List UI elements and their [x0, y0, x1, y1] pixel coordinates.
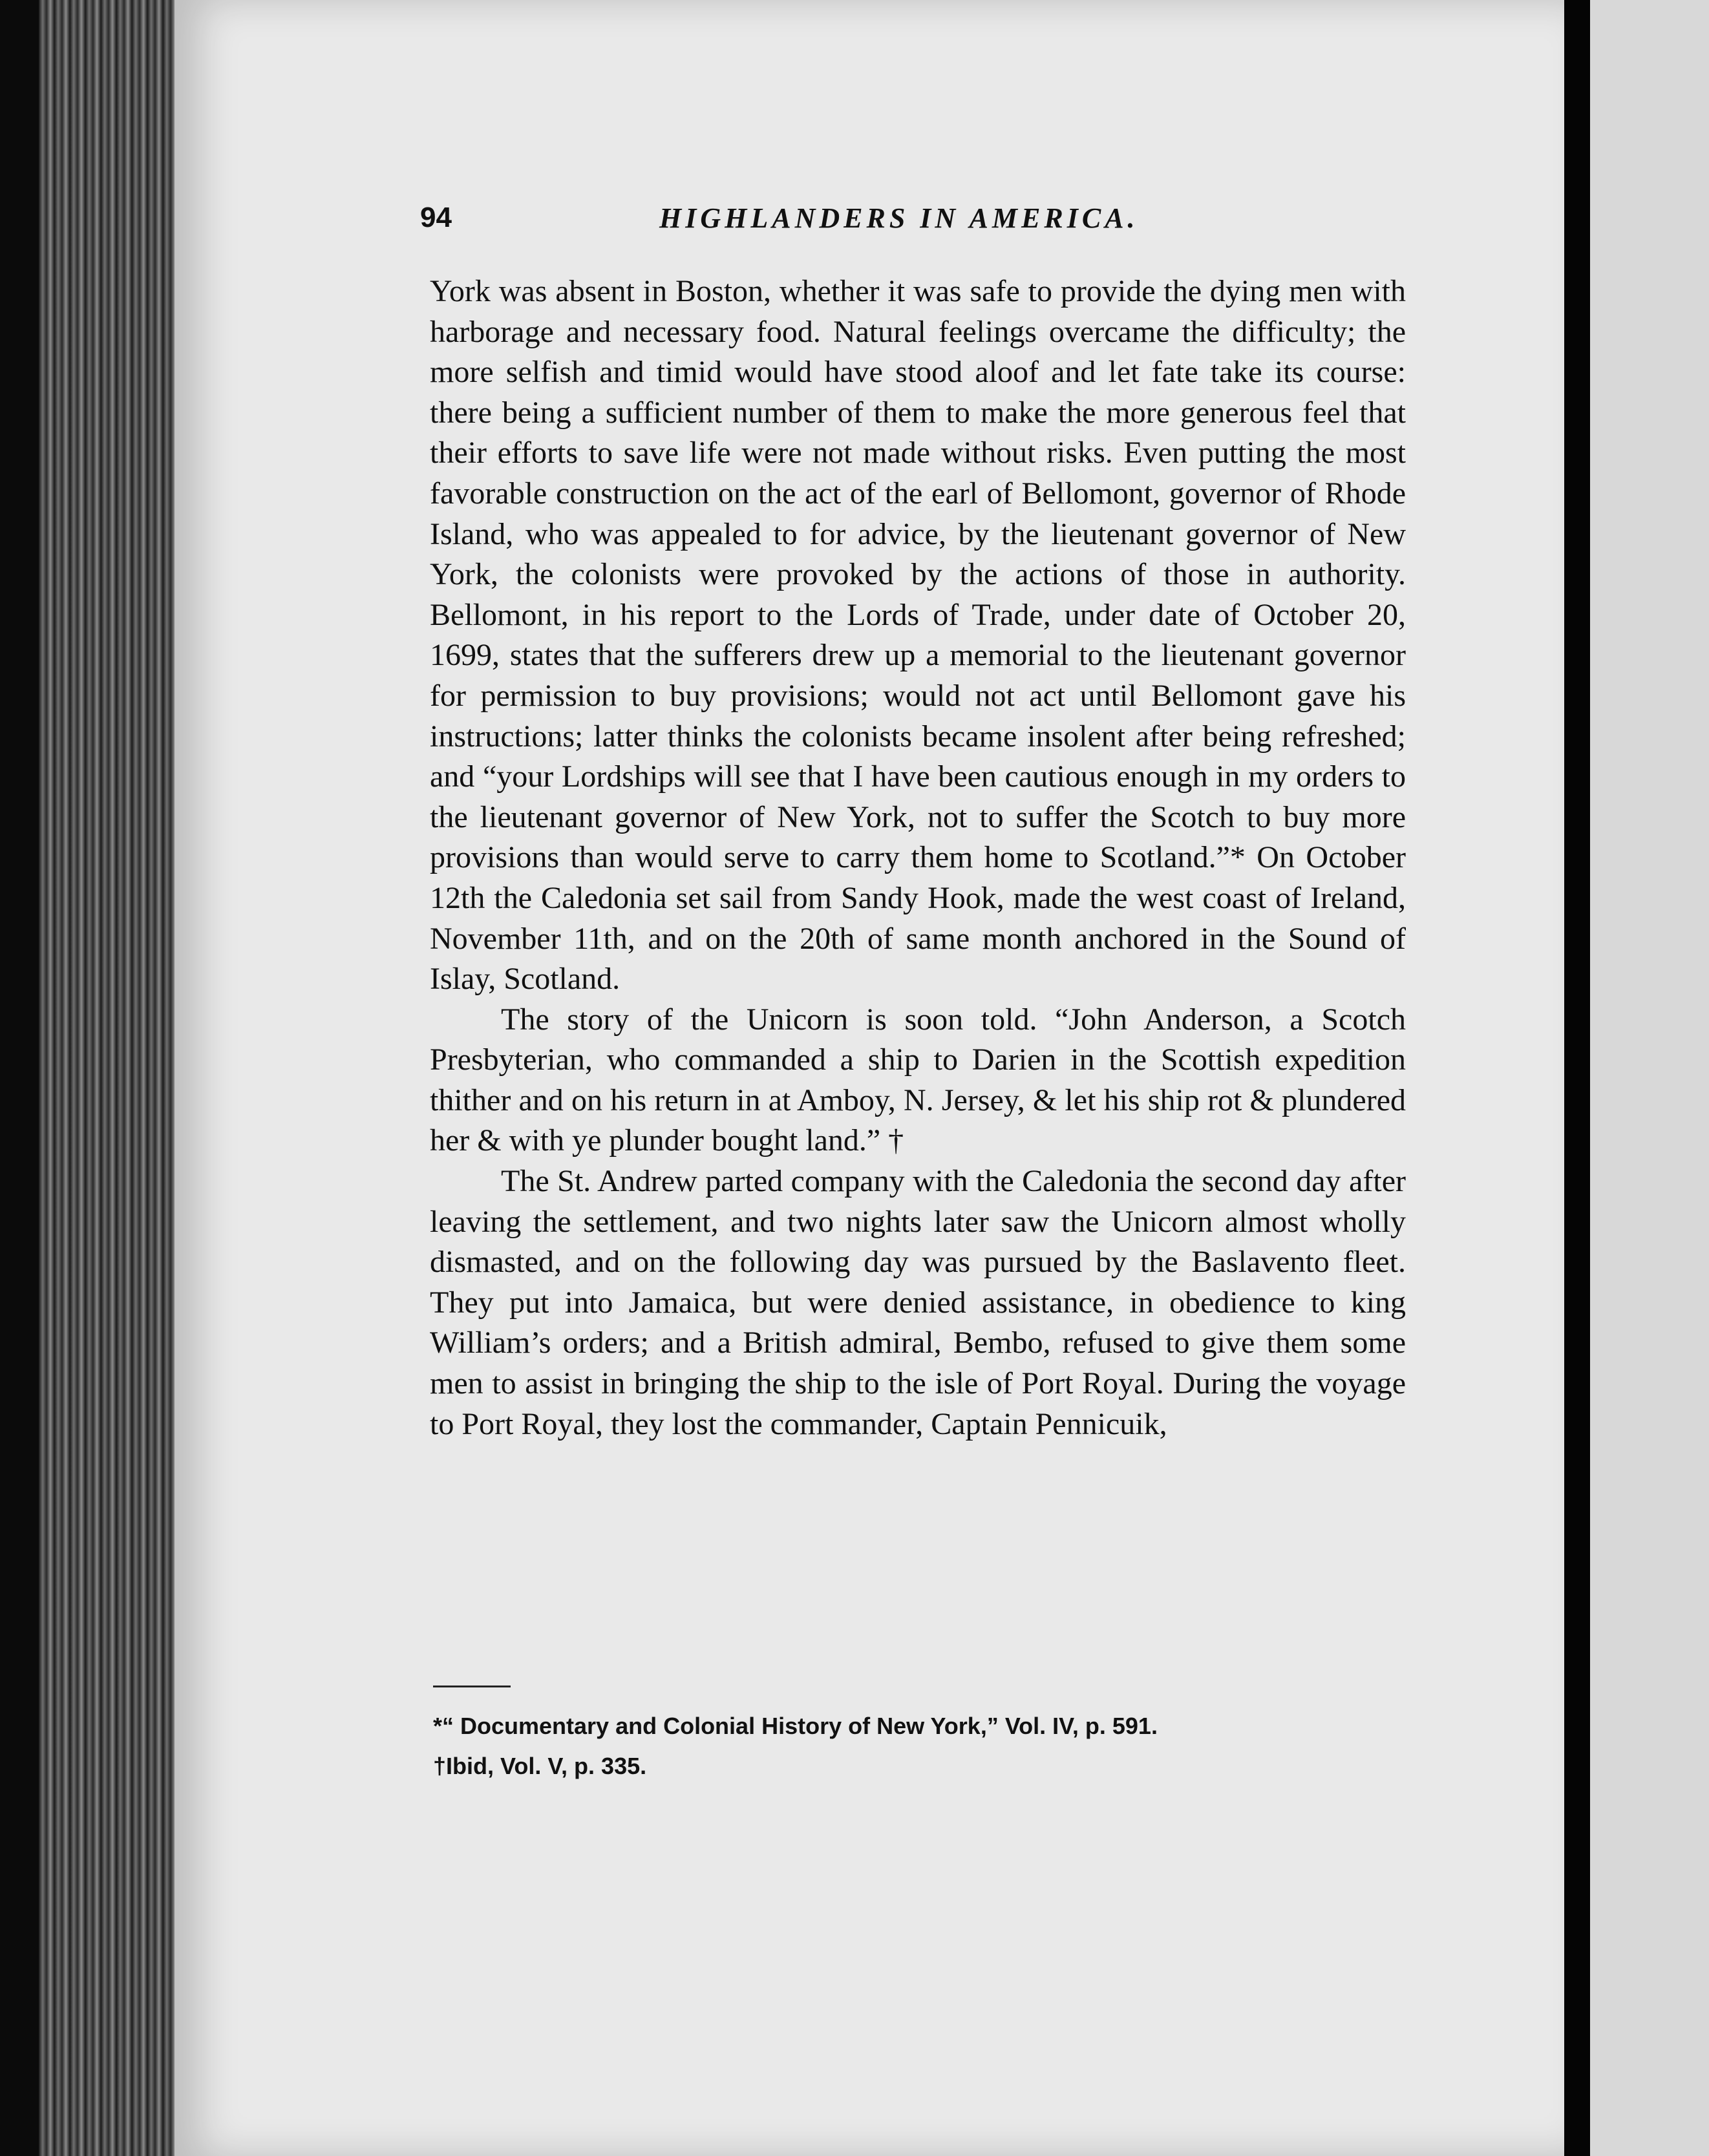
facing-page-edge: [1590, 0, 1709, 2156]
paragraph: The story of the Unicorn is soon told. “John Anderson, a Scotch Presbyterian, who commanded a ship to Darien in the Scottish expedition thither and on his return in at Amboy, N. Jersey, & let his ship rot & plundered her & with ye plunder bought land.” †: [430, 1002, 1406, 1158]
footnote: *“ Documentary and Colonial History of New York,” Vol. IV, p. 591.: [433, 1713, 1158, 1739]
book-page-edges: [39, 0, 175, 2156]
running-head: [420, 202, 1448, 240]
footnotes: [433, 1706, 1403, 1786]
paragraph: The St. Andrew parted company with the Caledonia the second day after leaving the settlement, and two nights later saw the Unicorn almost wholly dismasted, and on the following day was pursued by the Baslavento fleet. They put into Jamaica, but were denied assistance, in obedience to king William’s orders; and a British admiral, Bembo, refused to give them some men to assist in bringing the ship to the isle of Port Royal. During the voyage to Port Royal, they lost the commander, Captain Pennicuik,: [430, 1164, 1406, 1441]
page-number: 94: [420, 202, 452, 233]
paragraph: York was absent in Boston, whether it was safe to provide the dying men with harborage and necessary food. Natural feelings overcame the difficulty; the more selfish and timid would have stood aloof and let fate take its course: there being a sufficient number of them to make the more generous feel that their efforts to save life were not made without risks. Even putting the most favorable construction on the act of the earl of Bellomont, governor of Rhode Island, who was appealed to for advice, by the lieutenant governor of New York, the colonists were provoked by the actions of those in authority. Bellomont, in his report to the Lords of Trade, under date of October 20, 1699, states that the sufferers drew up a memorial to the lieutenant governor for permission to buy provisions; would not act until Bellomont gave his instructions; latter thinks the colonists became insolent after being refreshed; and “your Lordships will see that I have been cautious enough in my orders to the lieutenant governor of New York, not to suffer the Scotch to buy more provisions than would serve to carry them home to Scotland.”* On October 12th the Caledonia set sail from Sandy Hook, made the west coast of Ireland, November 11th, and on the 20th of same month anchored in the Sound of Islay, Scotland.: [430, 274, 1406, 997]
body-text: [430, 271, 1406, 1444]
book-gutter: [1564, 0, 1590, 2156]
running-title: HIGHLANDERS IN AMERICA.: [659, 202, 1139, 234]
footnote: †Ibid, Vol. V, p. 335.: [433, 1753, 647, 1779]
footnote-divider: [433, 1686, 511, 1687]
